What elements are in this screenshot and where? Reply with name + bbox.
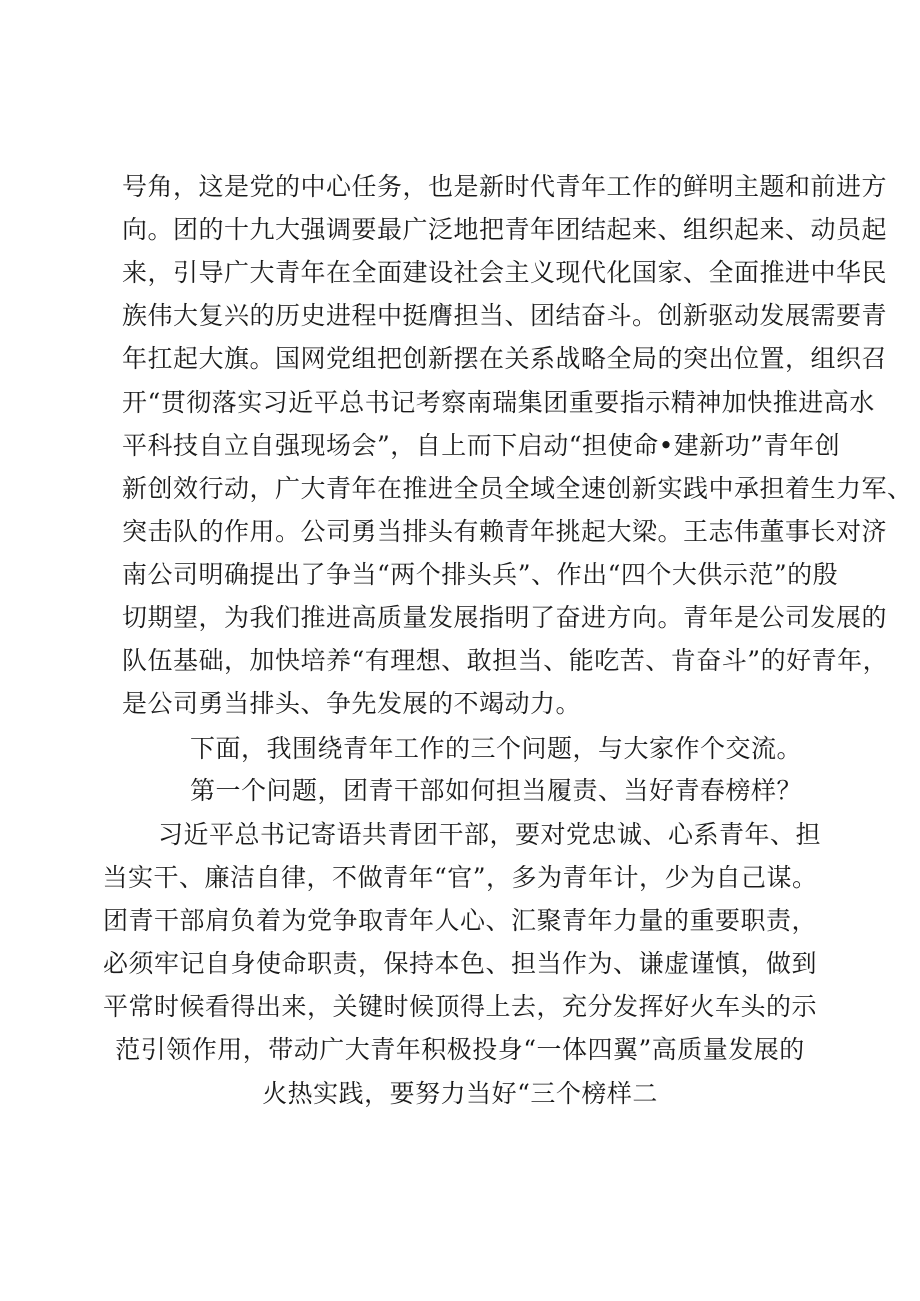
paragraph-line: 来，引导广大青年在全面建设社会主义现代化国家、全面推进中华民 bbox=[122, 258, 888, 287]
paragraph-line: 向。团的十九大强调要最广泛地把青年团结起来、组织起来、动员起 bbox=[122, 215, 888, 244]
paragraph-line: 号角，这是党的中心任务，也是新时代青年工作的鲜明主题和前进方 bbox=[122, 172, 888, 201]
paragraph-line: 当实干、廉洁自律，不做青年“官”，多为青年计，少为自己谋。 bbox=[102, 863, 818, 892]
paragraph-line: 平科技自立自强现场会”，自上而下启动“担使命•建新功”青年创 bbox=[122, 431, 841, 460]
paragraph-line: 必须牢记自身使命职责，保持本色、担当作为、谦虚谨慎，做到 bbox=[102, 949, 817, 978]
paragraph-line: 队伍基础，加快培养“有理想、敢担当、能吃苦、肯奋斗”的好青年， bbox=[122, 646, 889, 675]
section-heading: 第一个问题，团青干部如何担当履责、当好青春榜样？ bbox=[190, 776, 803, 805]
paragraph-line: 火热实践，要努力当好“三个榜样二 bbox=[262, 1079, 658, 1108]
paragraph-line: 南公司明确提出了争当“两个排头兵”、作出“四个大供示范”的殷 bbox=[122, 560, 839, 589]
paragraph-line: 平常时候看得出来，关键时候顶得上去，充分发挥好火车头的示 bbox=[102, 992, 817, 1021]
paragraph-line: 年扛起大旗。国网党组把创新摆在关系战略全局的突出位置，组织召 bbox=[122, 344, 888, 373]
paragraph-line: 是公司勇当排头、争先发展的不竭动力。 bbox=[122, 689, 582, 718]
paragraph-line: 切期望，为我们推进高质量发展指明了奋进方向。青年是公司发展的 bbox=[122, 603, 888, 632]
paragraph-line: 团青干部肩负着为党争取青年人心、汇聚青年力量的重要职责， bbox=[102, 906, 817, 935]
paragraph-line: 突击队的作用。公司勇当排头有赖青年挑起大梁。王志伟董事长对济 bbox=[122, 517, 888, 546]
paragraph-line: 下面，我围绕青年工作的三个问题，与大家作个交流。 bbox=[190, 734, 803, 763]
paragraph-line: 开“贯彻落实习近平总书记考察南瑞集团重要指示精神加快推进高水 bbox=[122, 388, 875, 417]
paragraph-line: 族伟大复兴的历史进程中挺膺担当、团结奋斗。创新驱动发展需要青 bbox=[122, 301, 888, 330]
paragraph-line: 范引领作用，带动广大青年积极投身“一体四翼”高质量发展的 bbox=[115, 1035, 805, 1064]
paragraph-line: 习近平总书记寄语共青团干部，要对党忠诚、心系青年、担 bbox=[158, 820, 822, 849]
paragraph-line: 新创效行动，广大青年在推进全员全域全速创新实践中承担着生力军、 bbox=[122, 474, 913, 503]
